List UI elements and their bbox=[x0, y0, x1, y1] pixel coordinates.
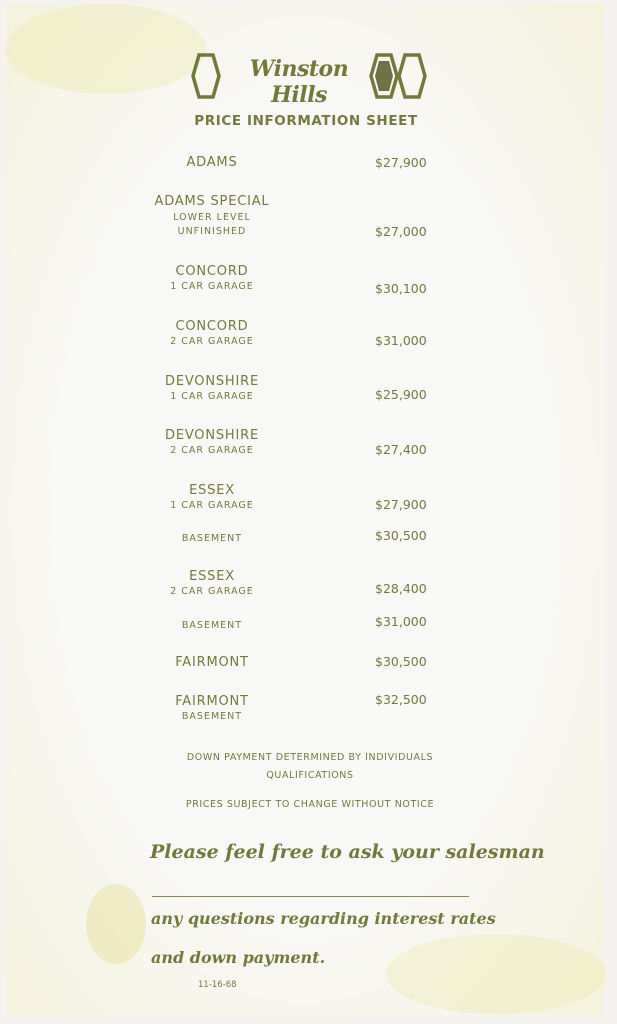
model-name: FAIRMONT bbox=[175, 694, 249, 709]
model-detail: 1 CAR GARAGE bbox=[170, 500, 254, 511]
model-price: $30,500 bbox=[375, 528, 427, 543]
model-entry bbox=[132, 483, 292, 511]
paper-stain bbox=[86, 884, 146, 964]
document-date: 11-16-68 bbox=[198, 980, 237, 990]
model-entry bbox=[132, 569, 292, 597]
page-title: PRICE INFORMATION SHEET bbox=[194, 113, 418, 129]
model-detail: UNFINISHED bbox=[177, 226, 247, 237]
model-price: $30,500 bbox=[375, 654, 427, 669]
model-detail: BASEMENT bbox=[181, 533, 243, 544]
closing-line: Please feel free to ask your salesman bbox=[150, 841, 545, 863]
model-entry bbox=[132, 655, 292, 670]
model-price: $31,000 bbox=[375, 333, 427, 348]
model-name: DEVONSHIRE bbox=[165, 374, 259, 389]
winston-hills-logo bbox=[188, 50, 428, 108]
note-line: QUALIFICATIONS bbox=[266, 770, 354, 781]
model-detail: LOWER LEVEL bbox=[173, 212, 251, 223]
model-price: $27,000 bbox=[375, 224, 427, 239]
model-price: $31,000 bbox=[375, 614, 427, 629]
closing-line: and down payment. bbox=[151, 948, 326, 967]
model-price: $27,900 bbox=[375, 497, 427, 512]
model-name: ADAMS bbox=[186, 155, 238, 170]
model-price: $25,900 bbox=[375, 387, 427, 402]
model-entry bbox=[132, 319, 292, 347]
model-name: ESSEX bbox=[189, 483, 235, 498]
model-detail: 1 CAR GARAGE bbox=[170, 281, 254, 292]
hexagon-outline-icon bbox=[190, 52, 222, 100]
model-detail: BASEMENT bbox=[181, 620, 243, 631]
model-entry bbox=[132, 374, 292, 402]
model-entry bbox=[132, 264, 292, 292]
model-name: CONCORD bbox=[175, 264, 249, 279]
logo-text: Winston Hills bbox=[249, 56, 349, 108]
model-price: $28,400 bbox=[375, 581, 427, 596]
model-price: $32,500 bbox=[375, 692, 427, 707]
model-detail: 2 CAR GARAGE bbox=[170, 586, 254, 597]
model-detail: 2 CAR GARAGE bbox=[170, 336, 254, 347]
model-entry bbox=[132, 155, 292, 170]
model-name: DEVONSHIRE bbox=[165, 428, 259, 443]
model-price: $27,900 bbox=[375, 155, 427, 170]
closing-line: any questions regarding interest rates bbox=[151, 909, 496, 928]
model-name: FAIRMONT bbox=[175, 655, 249, 670]
hexagon-outline-icon bbox=[396, 52, 428, 100]
model-detail: BASEMENT bbox=[181, 711, 243, 722]
model-price: $27,400 bbox=[375, 442, 427, 457]
paper-stain bbox=[6, 4, 206, 94]
price-change-note: PRICES SUBJECT TO CHANGE WITHOUT NOTICE bbox=[185, 799, 435, 810]
price-sheet bbox=[6, 4, 604, 1016]
down-payment-note bbox=[120, 749, 500, 785]
model-detail: 2 CAR GARAGE bbox=[170, 445, 254, 456]
paper-stain bbox=[386, 934, 606, 1014]
model-entry bbox=[132, 194, 292, 237]
model-entry bbox=[132, 694, 292, 722]
model-price: $30,100 bbox=[375, 281, 427, 296]
model-detail: 1 CAR GARAGE bbox=[170, 391, 254, 402]
model-name: ESSEX bbox=[189, 569, 235, 584]
model-name: ADAMS SPECIAL bbox=[154, 194, 270, 209]
model-name: CONCORD bbox=[175, 319, 249, 334]
note-line: DOWN PAYMENT DETERMINED BY INDIVIDUALS bbox=[186, 752, 434, 763]
divider bbox=[152, 896, 469, 897]
model-entry bbox=[132, 428, 292, 456]
